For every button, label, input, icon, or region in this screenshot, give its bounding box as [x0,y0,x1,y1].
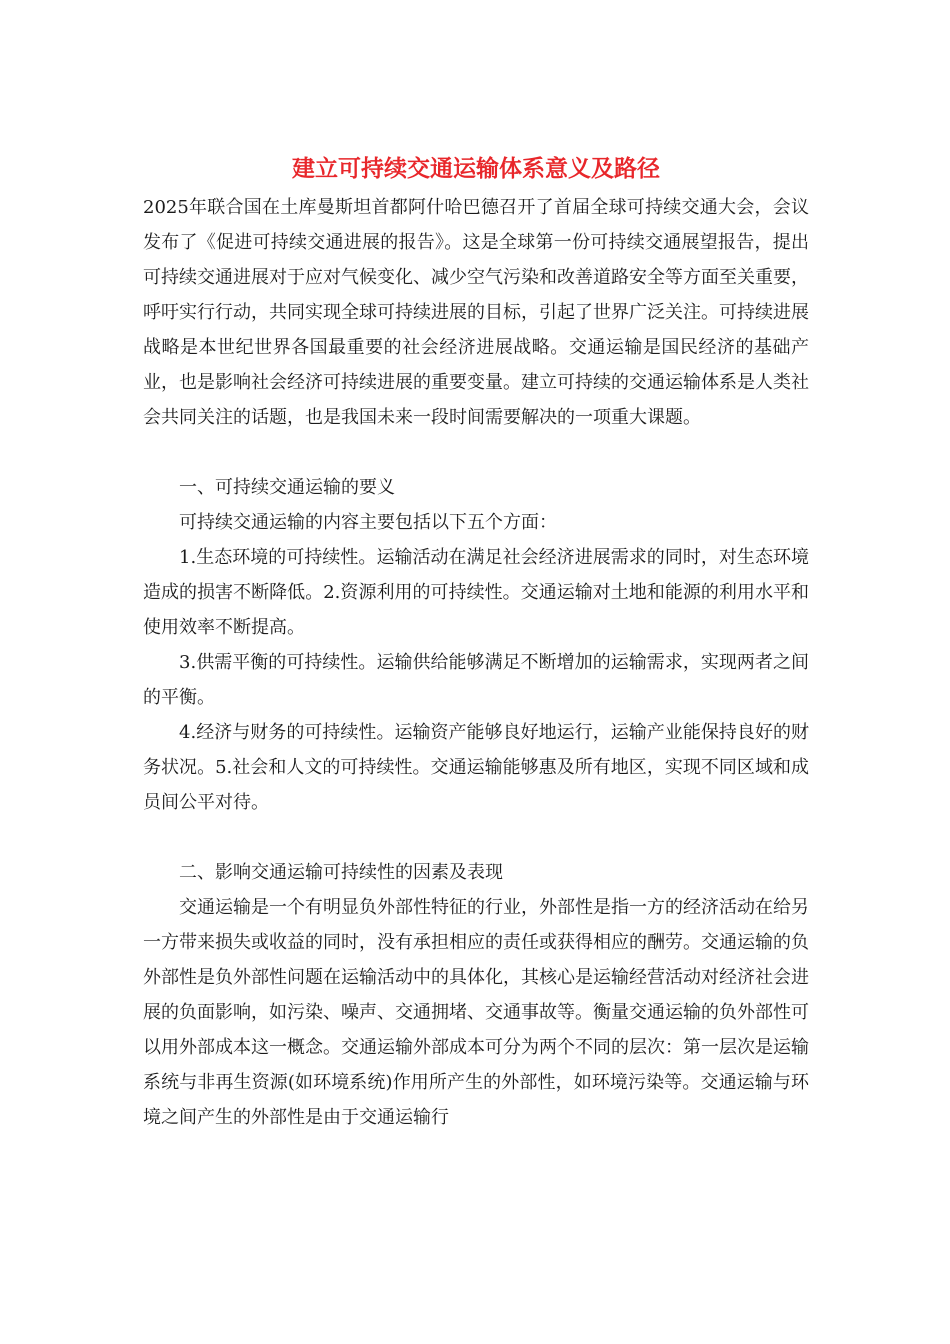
section1-lead: 可持续交通运输的内容主要包括以下五个方面： [179,512,557,533]
section1-item-3: 3.供需平衡的可持续性。运输供给能够满足不断增加的运输需求，实现两者之间的平衡。 [143,652,809,708]
section1-heading: 一、可持续交通运输的要义 [179,477,395,498]
intro-paragraph: 2025年联合国在土库曼斯坦首都阿什哈巴德召开了首届全球可持续交通大会，会议发布了《促进可持续交通进展的报告》。这是全球第一份可持续交通展望报告，提出可持续交通进展对于应对气候变化、减少空气污染和改善道路安全等方面至关重要，呼吁实行行动，共同实现全球可持续进展的目标，引起了世界广泛关注。可持续进展战略是本世纪世界各国最重要的社会经济进展战略。交通运输是国民经济的基础产业，也是影响社会经济可持续进展的重要变量。建立可持续的交通运输体系是人类社会共同关注的话题，也是我国未来一段时间需要解决的一项重大课题。 [143,197,809,428]
section2-heading: 二、影响交通运输可持续性的因素及表现 [179,862,503,883]
section2-body: 交通运输是一个有明显负外部性特征的行业，外部性是指一方的经济活动在给另一方带来损失或收益的同时，没有承担相应的责任或获得相应的酬劳。交通运输的负外部性是负外部性问题在运输活动中的具体化，其核心是运输经营活动对经济社会进展的负面影响，如污染、噪声、交通拥堵、交通事故等。衡量交通运输的负外部性可以用外部成本这一概念。交通运输外部成本可分为两个不同的层次：第一层次是运输系统与非再生资源(如环境系统)作用所产生的外部性，如环境污染等。交通运输与环境之间产生的外部性是由于交通运输行 [143,897,809,1128]
paragraph-gap [143,820,809,855]
document-title: 建立可持续交通运输体系意义及路径 [292,155,660,182]
section1-items-4-5: 4.经济与财务的可持续性。运输资产能够良好地运行，运输产业能保持良好的财务状况。5.社会和人文的可持续性。交通运输能够惠及所有地区，实现不同区域和成员间公平对待。 [143,722,809,813]
document-body [143,148,809,1135]
paragraph-gap [143,435,809,470]
section1-items-1-2: 1.生态环境的可持续性。运输活动在满足社会经济进展需求的同时，对生态环境造成的损害不断降低。2.资源利用的可持续性。交通运输对土地和能源的利用水平和使用效率不断提高。 [143,547,809,638]
